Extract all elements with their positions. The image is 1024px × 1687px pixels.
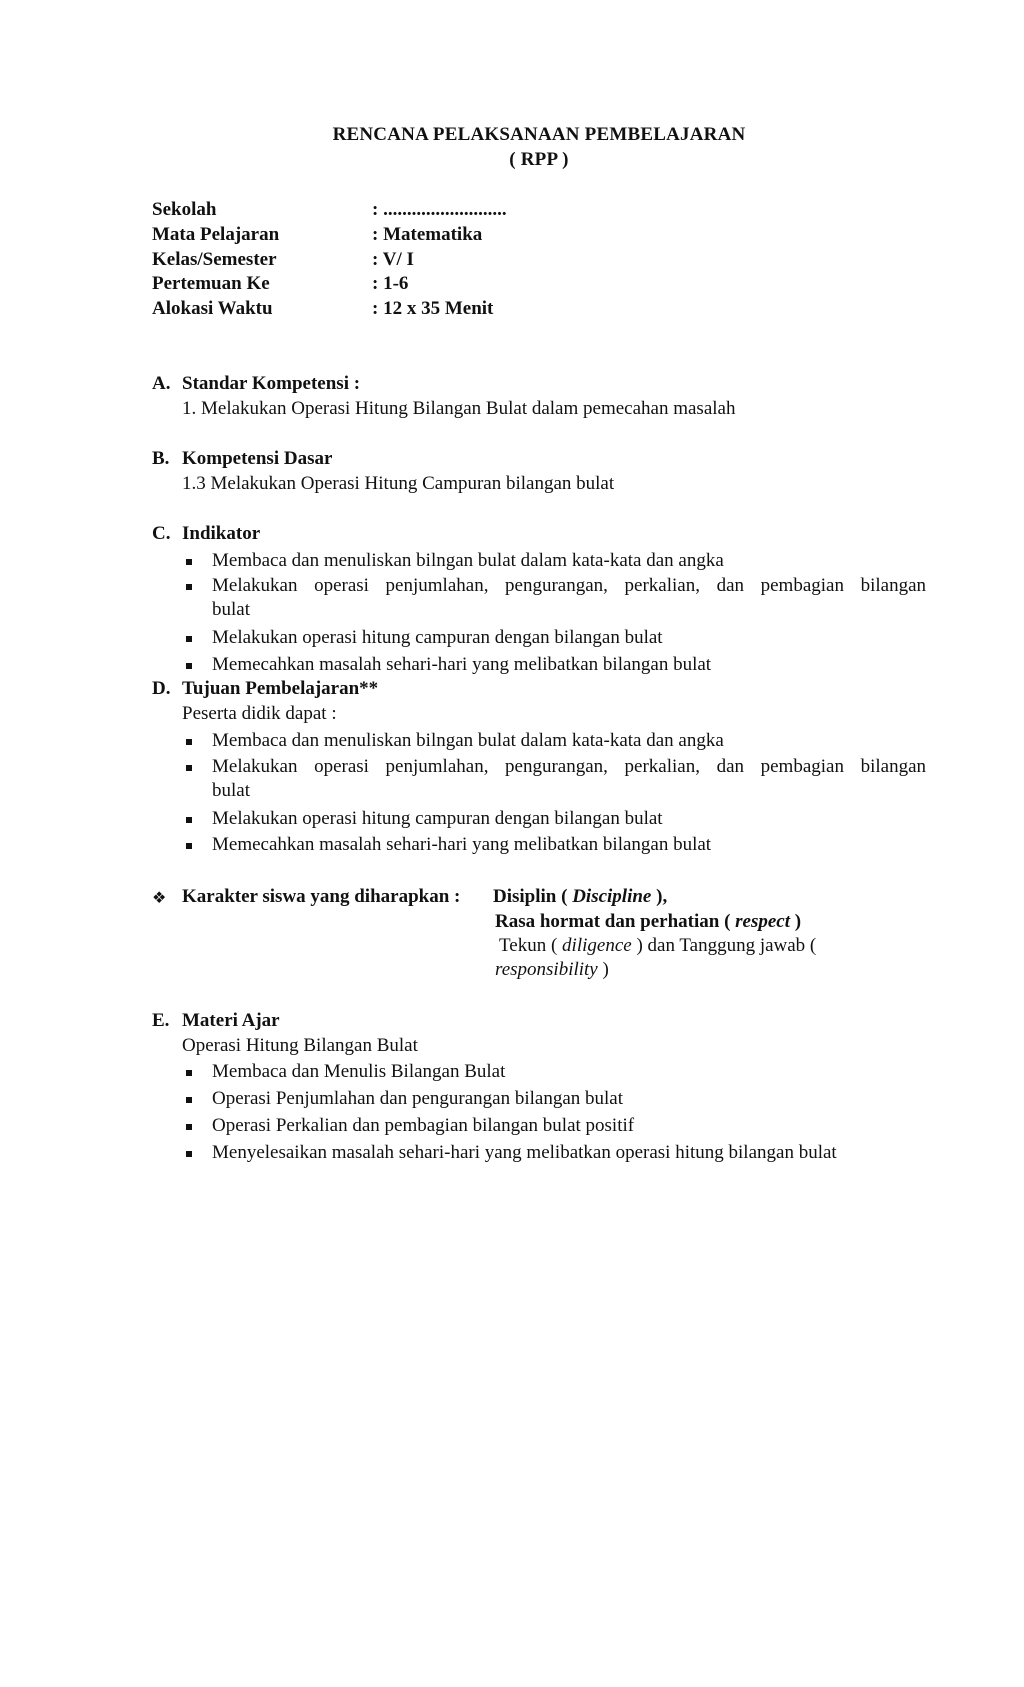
list-item: Operasi Penjumlahan dan pengurangan bilangan bulat: [212, 1088, 624, 1109]
karakter-text: ),: [651, 886, 668, 907]
karakter-label: Karakter siswa yang diharapkan :: [182, 886, 461, 907]
karakter-english: diligence: [562, 935, 632, 956]
info-label: Alokasi Waktu: [152, 298, 273, 319]
document-title: RENCANA PELAKSANAAN PEMBELAJARAN: [332, 124, 746, 145]
section-c-letter: C.: [152, 523, 171, 544]
karakter-text: ): [597, 959, 609, 980]
karakter-line-1: [493, 886, 667, 908]
karakter-text: ) dan Tanggung jawab (: [631, 935, 817, 956]
bullet-icon: [186, 1151, 192, 1157]
document-subtitle: ( RPP ): [509, 149, 569, 170]
karakter-text: Rasa hormat dan perhatian (: [495, 911, 736, 932]
info-value: : V/ I: [372, 249, 414, 270]
karakter-text: Tekun (: [499, 935, 563, 956]
list-item: Membaca dan menuliskan bilngan bulat dalam kata-kata dan angka: [212, 550, 724, 571]
section-d-intro: Peserta didik dapat :: [182, 703, 337, 724]
section-e-letter: E.: [152, 1010, 170, 1031]
info-value: : 1-6: [372, 273, 409, 294]
list-item: Menyelesaikan masalah sehari-hari yang melibatkan operasi hitung bilangan bulat: [212, 1142, 837, 1163]
bullet-icon: [186, 636, 192, 642]
info-value: : Matematika: [372, 224, 483, 245]
karakter-english: respect: [735, 911, 791, 932]
bullet-icon: [186, 843, 192, 849]
list-item: Melakukan operasi hitung campuran dengan bilangan bulat: [212, 627, 663, 648]
list-item-continuation: bulat: [212, 780, 250, 801]
section-a-text: 1. Melakukan Operasi Hitung Bilangan Bulat dalam pemecahan masalah: [182, 398, 736, 419]
bullet-icon: [186, 1124, 192, 1130]
section-d-letter: D.: [152, 678, 171, 699]
list-item: Operasi Perkalian dan pembagian bilangan bulat positif: [212, 1115, 635, 1136]
list-item: Memecahkan masalah sehari-hari yang melibatkan bilangan bulat: [212, 654, 712, 675]
karakter-line-2: [495, 911, 801, 933]
bullet-icon: [186, 817, 192, 823]
section-d-title: Tujuan Pembelajaran**: [182, 678, 379, 699]
diamond-bullet-icon: ❖: [152, 888, 167, 907]
bullet-icon: [186, 765, 192, 771]
list-item: Melakukan operasi hitung campuran dengan bilangan bulat: [212, 808, 663, 829]
list-item: Melakukan operasi penjumlahan, pengurangan, perkalian, dan pembagian bilangan: [212, 756, 926, 777]
section-b-title: Kompetensi Dasar: [182, 448, 333, 469]
karakter-english: responsibility: [495, 959, 598, 980]
section-e-intro: Operasi Hitung Bilangan Bulat: [182, 1035, 418, 1056]
section-b-letter: B.: [152, 448, 170, 469]
bullet-icon: [186, 1097, 192, 1103]
karakter-english: Discipline: [572, 886, 652, 907]
info-value: : 12 x 35 Menit: [372, 298, 494, 319]
section-c-title: Indikator: [182, 523, 261, 544]
karakter-line-4: [495, 959, 609, 981]
bullet-icon: [186, 1070, 192, 1076]
list-item-continuation: bulat: [212, 599, 250, 620]
info-label: Sekolah: [152, 199, 217, 220]
bullet-icon: [186, 739, 192, 745]
section-b-text: 1.3 Melakukan Operasi Hitung Campuran bilangan bulat: [182, 473, 615, 494]
list-item: Membaca dan Menulis Bilangan Bulat: [212, 1061, 506, 1082]
section-a-letter: A.: [152, 373, 171, 394]
karakter-text: ): [790, 911, 802, 932]
bullet-icon: [186, 584, 192, 590]
section-a-title: Standar Kompetensi :: [182, 373, 361, 394]
list-item: Melakukan operasi penjumlahan, pengurangan, perkalian, dan pembagian bilangan: [212, 575, 926, 596]
karakter-text: Disiplin (: [493, 886, 573, 907]
bullet-icon: [186, 559, 192, 565]
info-label: Mata Pelajaran: [152, 224, 280, 245]
section-e-title: Materi Ajar: [182, 1010, 280, 1031]
list-item: Membaca dan menuliskan bilngan bulat dalam kata-kata dan angka: [212, 730, 724, 751]
bullet-icon: [186, 663, 192, 669]
info-label: Pertemuan Ke: [152, 273, 270, 294]
info-value: : ..........................: [372, 199, 507, 220]
info-label: Kelas/Semester: [152, 249, 277, 270]
list-item: Memecahkan masalah sehari-hari yang melibatkan bilangan bulat: [212, 834, 712, 855]
karakter-line-3: [499, 935, 816, 957]
